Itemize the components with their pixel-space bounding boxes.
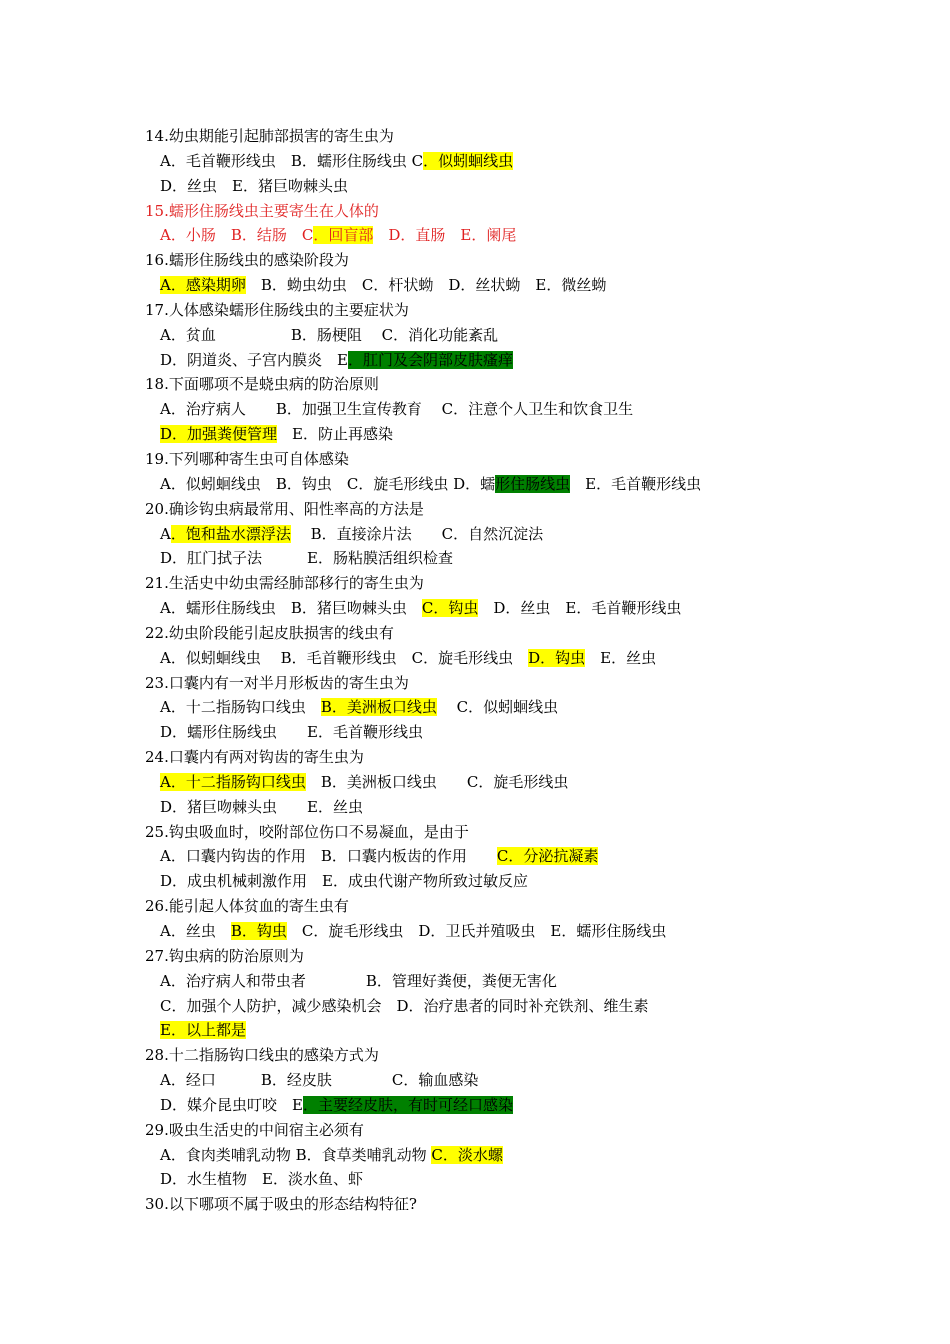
question-stem	[145, 894, 825, 919]
question-stem	[145, 571, 825, 596]
answer-options-line	[145, 397, 825, 422]
answer-options-line	[145, 174, 825, 199]
answer-options-line	[145, 795, 825, 820]
answer-options-line	[145, 969, 825, 994]
question-stem	[145, 447, 825, 472]
text-segment: 25.钩虫吸血时，咬附部位伤口不易凝血，是由于	[145, 822, 469, 841]
text-segment: A．似蚓蛔线虫 B．钩虫 C．旋毛形线虫 D．蠕	[160, 474, 496, 493]
text-segment: A．治疗病人和带虫者 B．管理好粪便，粪便无害化	[160, 971, 557, 990]
text-segment: A．经口 B．经皮肤 C．输血感染	[160, 1071, 479, 1090]
text-segment: 20.确诊钩虫病最常用、阳性率高的方法是	[145, 499, 424, 518]
text-segment: 24.口囊内有两对钩齿的寄生虫为	[145, 748, 364, 767]
question-stem	[145, 1043, 825, 1068]
text-segment: D．阴道炎、子宫内膜炎 E	[160, 350, 348, 369]
text-segment: 16.蠕形住肠线虫的感染阶段为	[145, 251, 349, 270]
text-segment: B．直接涂片法 C．自然沉淀法	[290, 524, 544, 543]
text-segment: D．成虫机械刺激作用 E．成虫代谢产物所致过敏反应	[160, 872, 528, 891]
answer-options-line	[145, 422, 825, 447]
answer-options-line	[145, 472, 825, 497]
text-segment: 15.蠕形住肠线虫主要寄生在人体的	[145, 201, 379, 220]
answer-options-line	[145, 919, 825, 944]
answer-options-line	[145, 348, 825, 373]
question-stem	[145, 671, 825, 696]
text-segment: D．媒介昆虫叮咬 E	[160, 1095, 303, 1114]
text-segment: C．旋毛形线虫 D．卫氏并殖吸虫 E．蠕形住肠线虫	[286, 922, 667, 940]
highlighted-answer: 形住肠线虫	[495, 474, 571, 493]
highlighted-answer: ．饱和盐水漂浮法	[170, 524, 291, 543]
text-segment: 27.钩虫病的防治原则为	[145, 946, 304, 965]
answer-options-line	[145, 1018, 825, 1043]
answer-options-line	[145, 869, 825, 894]
text-segment: D．猪巨吻棘头虫 E．丝虫	[160, 797, 363, 816]
text-segment: 18.下面哪项不是蛲虫病的防治原则	[145, 375, 379, 394]
text-segment: A．十二指肠钩口线虫	[160, 698, 321, 717]
text-segment: D．水生植物 E．淡水鱼、虾	[160, 1170, 363, 1189]
question-stem	[145, 1118, 825, 1143]
text-segment: 29.吸虫生活史的中间宿主必须有	[145, 1120, 364, 1139]
question-stem	[145, 124, 825, 149]
answer-options-line	[145, 546, 825, 571]
text-segment: D．丝虫 E．毛首鞭形线虫	[478, 599, 682, 618]
text-segment: A．贫血 B．肠梗阻 C．消化功能紊乱	[160, 325, 499, 344]
document-body	[145, 124, 825, 1217]
highlighted-answer: C．钩虫	[421, 599, 479, 618]
highlighted-answer: B．美洲板口线虫	[320, 698, 437, 717]
highlighted-answer: C．淡水螺	[431, 1145, 503, 1164]
highlighted-answer: C．分泌抗凝素	[496, 847, 599, 866]
highlighted-answer: B．钩虫	[230, 922, 287, 940]
question-stem	[145, 621, 825, 646]
question-stem	[145, 1192, 825, 1217]
answer-options-line	[145, 646, 825, 671]
answer-options-line	[145, 1068, 825, 1093]
highlighted-answer: D．加强粪便管理	[160, 425, 278, 444]
highlighted-answer: D．钩虫	[528, 648, 586, 667]
text-segment: B．蚴虫幼虫 C．杆状蚴 D．丝状蚴 E．微丝蚴	[245, 276, 607, 295]
answer-options-line	[145, 1093, 825, 1118]
answer-options-line	[145, 994, 825, 1019]
highlighted-answer: ．肛门及会阴部皮肤瘙痒	[347, 350, 513, 369]
text-segment: D．直肠 E．阑尾	[373, 226, 517, 245]
text-segment: 21.生活史中幼虫需经肺部移行的寄生虫为	[145, 574, 424, 593]
highlighted-answer: A．十二指肠钩口线虫	[160, 772, 306, 791]
highlighted-answer: A．感染期卵	[160, 276, 246, 295]
text-segment: D．蠕形住肠线虫 E．毛首鞭形线虫	[160, 723, 423, 742]
text-segment: 22.幼虫阶段能引起皮肤损害的线虫有	[145, 623, 394, 642]
question-stem	[145, 372, 825, 397]
text-segment: E．丝虫	[585, 648, 657, 667]
text-segment: E．毛首鞭形线虫	[570, 474, 702, 493]
question-stem	[145, 745, 825, 770]
answer-options-line	[145, 596, 825, 621]
answer-options-line	[145, 273, 825, 298]
answer-options-line	[145, 695, 825, 720]
question-stem	[145, 820, 825, 845]
text-segment: D．肛门拭子法 E．肠粘膜活组织检查	[160, 549, 453, 568]
text-segment: E．防止再感染	[277, 425, 393, 444]
highlighted-answer: ．似蚓蛔线虫	[423, 151, 514, 170]
text-segment: 19.下列哪种寄生虫可自体感染	[145, 449, 349, 468]
text-segment: C．加强个人防护，减少感染机会 D．治疗患者的同时补充铁剂、维生素	[160, 996, 649, 1015]
answer-options-line	[145, 522, 825, 547]
answer-options-line	[145, 844, 825, 869]
answer-options-line	[145, 1143, 825, 1168]
text-segment: A．毛首鞭形线虫 B．蠕形住肠线虫 C	[160, 151, 424, 170]
answer-options-line	[145, 149, 825, 174]
text-segment: 14.幼虫期能引起肺部损害的寄生虫为	[145, 127, 394, 145]
text-segment: 30.以下哪项不属于吸虫的形态结构特征?	[145, 1195, 417, 1214]
question-stem	[145, 944, 825, 969]
text-segment: A．似蚓蛔线虫 B．毛首鞭形线虫 C．旋毛形线虫	[160, 648, 529, 667]
text-segment: A．蠕形住肠线虫 B．猪巨吻棘头虫	[160, 599, 422, 618]
text-segment: D．丝虫 E．猪巨吻棘头虫	[160, 176, 348, 195]
highlighted-answer: ．回盲部	[313, 226, 374, 245]
text-segment: A．口囊内钩齿的作用 B．口囊内板齿的作用	[160, 847, 497, 866]
text-segment: 26.能引起人体贫血的寄生虫有	[145, 897, 349, 916]
answer-options-line	[145, 323, 825, 348]
answer-options-line	[145, 720, 825, 745]
question-stem	[145, 497, 825, 522]
text-segment: A	[160, 524, 171, 543]
text-segment: A．治疗病人 B．加强卫生宣传教育 C．注意个人卫生和饮食卫生	[160, 400, 634, 419]
text-segment: 28.十二指肠钩口线虫的感染方式为	[145, 1046, 379, 1065]
highlighted-answer: E．以上都是	[160, 1021, 246, 1040]
text-segment: 17.人体感染蠕形住肠线虫的主要症状为	[145, 300, 409, 319]
answer-options-line	[145, 770, 825, 795]
text-segment: A．小肠 B．结肠 C	[160, 226, 314, 245]
answer-options-line	[145, 223, 825, 248]
text-segment: A．食肉类哺乳动物 B．食草类哺乳动物	[160, 1145, 432, 1164]
highlighted-answer: ．主要经皮肤，有时可经口感染	[302, 1095, 513, 1114]
text-segment: 23.口囊内有一对半月形板齿的寄生虫为	[145, 673, 409, 692]
question-stem	[145, 298, 825, 323]
question-stem	[145, 248, 825, 273]
answer-options-line	[145, 1167, 825, 1192]
text-segment: B．美洲板口线虫 C．旋毛形线虫	[305, 772, 569, 791]
text-segment: A．丝虫	[160, 922, 231, 940]
text-segment: C．似蚓蛔线虫	[436, 698, 559, 717]
question-stem	[145, 199, 825, 224]
